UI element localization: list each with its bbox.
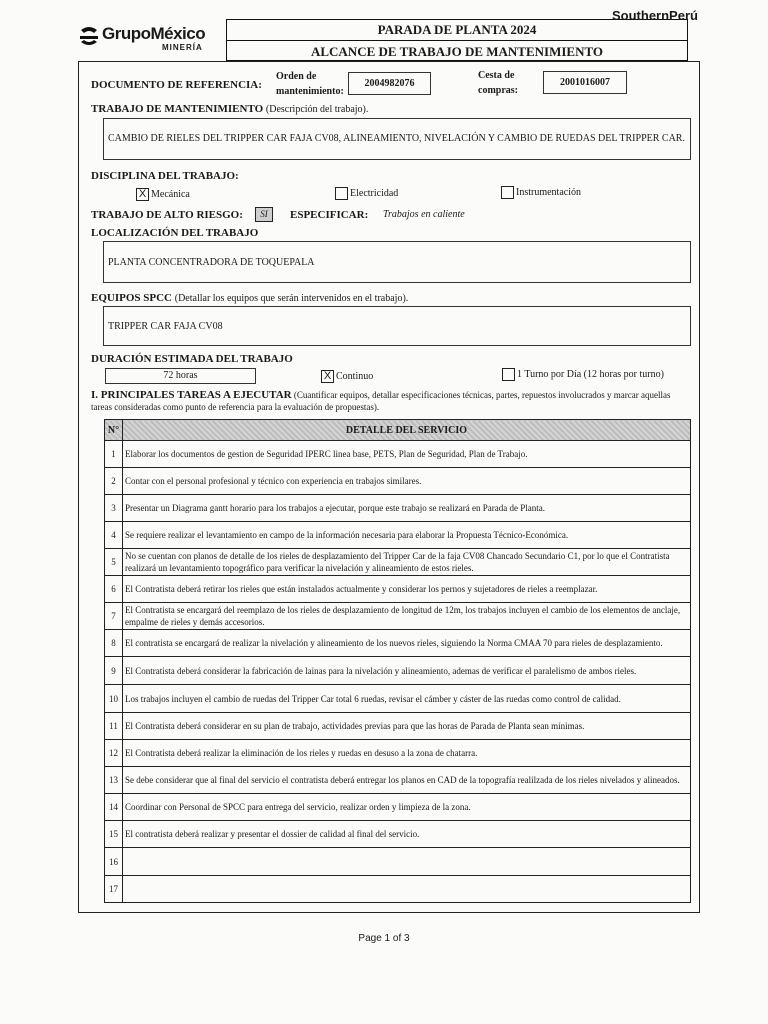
- row-number: 7: [105, 603, 123, 630]
- row-detail: El contratista deberá realizar y presentar el dossier de calidad al final del servicio.: [123, 821, 691, 848]
- row-number: 12: [105, 740, 123, 767]
- location-label: LOCALIZACIÓN DEL TRABAJO: [91, 227, 259, 239]
- row-detail: Los trabajos incluyen el cambio de ruedas del Tripper Car total 6 ruedas, revisar el cámber y cáster de las ruedas como control de calidad.: [123, 685, 691, 713]
- equipment-label: [91, 292, 408, 304]
- checkbox-instrumentacion[interactable]: [501, 186, 514, 199]
- page-number: Page 1 of 3: [358, 933, 410, 944]
- work-label: [91, 103, 368, 115]
- work-hint: (Descripción del trabajo).: [265, 104, 369, 115]
- document-header: [78, 19, 700, 61]
- table-row: [105, 657, 691, 685]
- logo-text: GrupoMéxico: [102, 24, 206, 43]
- document-subtitle: ALCANCE DE TRABAJO DE MANTENIMIENTO: [310, 44, 604, 59]
- table-row: [105, 740, 691, 767]
- checkbox-electricidad[interactable]: [335, 187, 348, 200]
- document-title: PARADA DE PLANTA 2024: [227, 20, 687, 41]
- section-1-title: I. PRINCIPALES TAREAS A EJECUTAR: [91, 389, 292, 401]
- basket-label-2: compras:: [478, 85, 518, 96]
- equipment-field[interactable]: TRIPPER CAR FAJA CV08: [103, 306, 691, 346]
- work-description-field[interactable]: CAMBIO DE RIELES DEL TRIPPER CAR FAJA CV08, ALINEAMIENTO, NIVELACIÓN Y CAMBIO DE RUEDAS DEL TRIPPER CAR.: [103, 118, 691, 160]
- option-mecanica: Mecánica: [151, 189, 190, 200]
- row-number: 3: [105, 495, 123, 522]
- row-detail: El Contratista deberá considerar la fabricación de lainas para la nivelación y alineamiento, ademas de verificar el paralelismo de ambos rieles.: [123, 657, 691, 685]
- row-detail: [123, 848, 691, 876]
- column-header-number: N°: [105, 420, 123, 441]
- row-number: 9: [105, 657, 123, 685]
- table-row: [105, 522, 691, 549]
- order-label-1: Orden de: [276, 71, 317, 82]
- duration-field[interactable]: 72 horas: [105, 368, 256, 384]
- section-1-desc-a: (Cuantificar equipos, detallar especificaciones técnicas, partes, repuestos involucrados y marcar: [293, 390, 639, 400]
- row-detail: [123, 876, 691, 903]
- title-block: [226, 19, 688, 61]
- logo-subtext: MINERÍA: [162, 43, 203, 52]
- basket-number-field[interactable]: 2001016007: [543, 71, 627, 94]
- table-row: [105, 549, 691, 576]
- table-row: [105, 495, 691, 522]
- checkbox-mecanica[interactable]: X: [136, 188, 149, 201]
- row-detail: El contratista se encargará de realizar la nivelación y alineamiento de los nuevos rieles, siguiendo la Norma CMAA 70 para rieles de desplazamiento.: [123, 630, 691, 657]
- table-row: [105, 468, 691, 495]
- specify-label: ESPECIFICAR:: [290, 209, 369, 221]
- high-risk-label: TRABAJO DE ALTO RIESGO:: [91, 209, 243, 221]
- option-one-shift: 1 Turno por Día (12 horas por turno): [517, 369, 664, 380]
- duration-label: DURACIÓN ESTIMADA DEL TRABAJO: [91, 353, 293, 365]
- table-header-row: [105, 420, 691, 441]
- work-label-text: TRABAJO DE MANTENIMIENTO: [91, 103, 264, 115]
- row-number: 2: [105, 468, 123, 495]
- high-risk-value[interactable]: SI: [255, 207, 273, 222]
- tasks-table: [104, 419, 691, 903]
- row-number: 13: [105, 767, 123, 794]
- row-detail: El Contratista deberá retirar los rieles que están instalados actualmente y considerar los pernos y sujetadores de rieles a reemplazar.: [123, 576, 691, 603]
- row-number: 4: [105, 522, 123, 549]
- row-number: 16: [105, 848, 123, 876]
- table-row: [105, 794, 691, 821]
- table-row: [105, 685, 691, 713]
- row-number: 1: [105, 441, 123, 468]
- order-number-field[interactable]: 2004982076: [348, 72, 431, 95]
- row-number: 10: [105, 685, 123, 713]
- row-number: 6: [105, 576, 123, 603]
- row-detail: Coordinar con Personal de SPCC para entrega del servicio, realizar orden y limpieza de la zona.: [123, 794, 691, 821]
- reference-label: DOCUMENTO DE REFERENCIA:: [91, 79, 262, 91]
- location-field[interactable]: PLANTA CONCENTRADORA DE TOQUEPALA: [103, 241, 691, 283]
- row-number: 15: [105, 821, 123, 848]
- row-detail: El Contratista se encargará del reemplazo de los rieles de desplazamiento de longitud de 12m, los trabajos incluyen el cambio de los elementos de anclaje, empalme de rieles y demás accesorios.: [123, 603, 691, 630]
- option-continuo: Continuo: [336, 371, 374, 382]
- discipline-label: DISCIPLINA DEL TRABAJO:: [91, 170, 239, 182]
- grupo-mexico-emblem-icon: [78, 25, 100, 47]
- row-number: 11: [105, 713, 123, 740]
- specify-value: Trabajos en caliente: [383, 209, 465, 220]
- row-number: 14: [105, 794, 123, 821]
- section-1-desc-b: aquellas tareas consideradas como punto de referencia para la evaluación de propuestas).: [91, 390, 671, 412]
- option-instrumentacion: Instrumentación: [516, 187, 581, 198]
- table-row: [105, 767, 691, 794]
- table-row: [105, 876, 691, 903]
- table-row: [105, 848, 691, 876]
- section-1-header: [91, 389, 691, 413]
- row-detail: Se requiere realizar el levantamiento en campo de la información necesaria para elaborar la Propuesta Técnico-Económica.: [123, 522, 691, 549]
- table-row: [105, 441, 691, 468]
- basket-label-1: Cesta de: [478, 70, 515, 81]
- row-detail: Presentar un Diagrama gantt horario para los trabajos a ejecutar, porque este trabajo se realizará en Parada de Planta.: [123, 495, 691, 522]
- row-detail: El Contratista deberá considerar en su plan de trabajo, actividades previas para que las horas de Parada de Planta sean mínimas.: [123, 713, 691, 740]
- row-number: 8: [105, 630, 123, 657]
- equipment-hint: (Detallar los equipos que serán intervenidos en el trabajo).: [174, 293, 409, 304]
- table-row: [105, 576, 691, 603]
- column-header-detail: DETALLE DEL SERVICIO: [123, 420, 691, 441]
- grupo-mexico-logo: [78, 19, 226, 61]
- checkbox-continuo[interactable]: X: [321, 370, 334, 383]
- equipment-label-text: EQUIPOS SPCC: [91, 292, 172, 304]
- row-detail: Contar con el personal profesional y técnico con experiencia en trabajos similares.: [123, 468, 691, 495]
- table-row: [105, 713, 691, 740]
- order-label-2: mantenimiento:: [276, 86, 344, 97]
- row-detail: No se cuentan con planos de detalle de los rieles de desplazamiento del Tripper Car de la faja CV08 Chancado Secundario C1, por lo que el Contratista realizará un levantamiento topográfico para verificar la nivelación y alineamiento de estos rieles.: [123, 549, 691, 576]
- row-number: 5: [105, 549, 123, 576]
- row-number: 17: [105, 876, 123, 903]
- table-row: [105, 603, 691, 630]
- table-row: [105, 821, 691, 848]
- option-electricidad: Electricidad: [350, 188, 399, 199]
- row-detail: Elaborar los documentos de gestion de Seguridad IPERC linea base, PETS, Plan de Seguridad, Plan de Trabajo.: [123, 441, 691, 468]
- checkbox-one-shift[interactable]: [502, 368, 515, 381]
- row-detail: El Contratista deberá realizar la eliminación de los rieles y ruedas en desuso a la zona de chatarra.: [123, 740, 691, 767]
- tasks-table-body: [105, 441, 691, 903]
- southern-peru-logo: SouthernPerú: [612, 8, 698, 23]
- row-detail: Se debe considerar que al final del servicio el contratista deberá entregar los planos en CAD de la topografía realilzada de los rieles nivelados y alineados.: [123, 767, 691, 794]
- table-row: [105, 630, 691, 657]
